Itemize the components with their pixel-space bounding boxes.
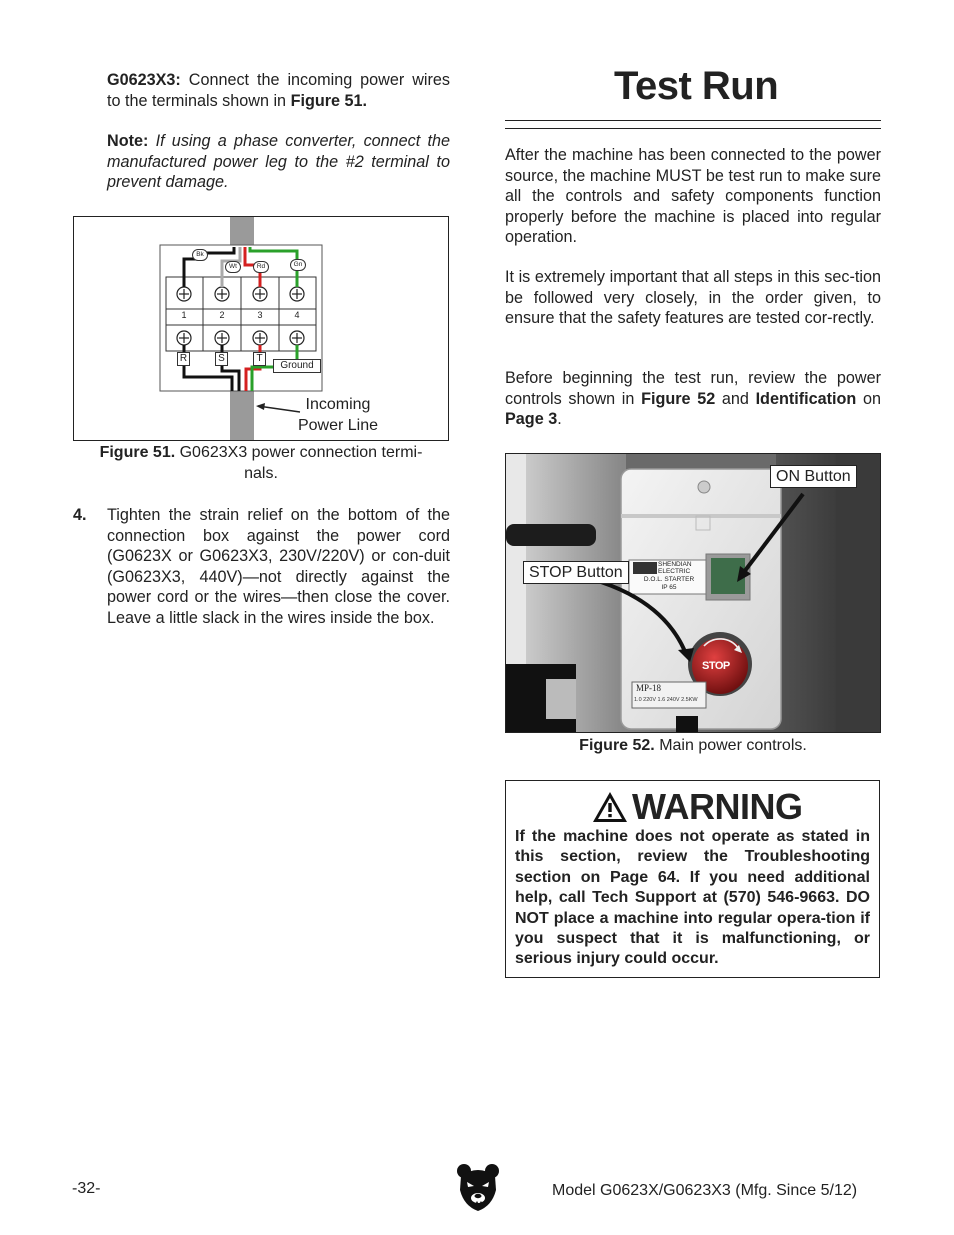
figure-51-caption-text2: nals.	[244, 464, 278, 482]
intro-label: G0623X3:	[107, 71, 181, 89]
note-paragraph	[107, 131, 450, 193]
terminal-number-2: 2	[219, 310, 225, 320]
para3-text-b: and	[715, 389, 756, 408]
title-rule-bottom	[505, 128, 881, 129]
para3-text-c: on	[856, 389, 881, 408]
figure-52-photo	[505, 453, 881, 733]
warning-text: If the machine does not operate as stated in this section, review the Troubleshooting section on Page 64. If you need additional help, call Tech Support at (570) 546-9663. DO NOT place a machine into regular opera-tion if you suspect that it is malfunctioning, or serious injury could occur.	[515, 828, 870, 968]
incoming-label-line1: Incoming	[305, 396, 371, 413]
incoming-label-line2: Power Line	[297, 416, 379, 434]
model-plate-text: MP-18	[636, 683, 662, 693]
warning-header	[592, 787, 803, 827]
intro-paragraph	[107, 70, 450, 111]
starter-text: D.O.L. STARTER	[643, 576, 695, 583]
figure-51-caption-text: G0623X3 power connection termi-	[175, 444, 423, 461]
step-4-number: 4.	[73, 506, 87, 524]
title-rule-top	[505, 120, 881, 121]
phase-label-t: T	[253, 352, 266, 366]
para3-page-ref: Page 3	[505, 410, 558, 428]
figure-52-caption-text: Main power controls.	[654, 737, 807, 754]
terminal-number-3: 3	[257, 310, 263, 320]
test-run-paragraph-1: After the machine has been connected to the power source, the machine MUST be test run to make sure all the controls and safety components function properly before the machine is placed into regular operation.	[505, 146, 881, 246]
stop-cap-text: STOP	[702, 660, 730, 672]
terminal-number-4: 4	[294, 310, 300, 320]
model-footer: Model G0623X/G0623X3 (Mfg. Since 5/12)	[552, 1182, 858, 1199]
stop-button-callout: STOP Button	[523, 561, 629, 584]
figure-51-caption-label: Figure 51.	[99, 444, 176, 461]
main-power-controls-photo	[506, 454, 881, 733]
figure-52-caption-label: Figure 52.	[579, 737, 655, 754]
device-brand-label	[658, 561, 704, 575]
note-text: If using a phase converter, connect the manufactured power leg to the #2 terminal to prevent damage.	[107, 132, 450, 191]
phase-label-s: S	[215, 352, 228, 366]
warning-triangle-icon	[592, 791, 628, 823]
note-label: Note:	[107, 132, 149, 150]
warning-heading: WARNING	[632, 786, 803, 827]
wire-tag-wt: Wt	[225, 261, 241, 273]
brand-line-2: ELECTRIC	[658, 568, 691, 575]
test-run-paragraph-3	[505, 368, 881, 430]
intro-text: Connect the incoming power wires to the terminals shown in	[107, 71, 450, 110]
on-button-callout: ON Button	[770, 465, 857, 488]
wire-tag-gn: Gn	[290, 259, 306, 271]
ip-rating-text: IP 65	[661, 583, 677, 591]
test-run-paragraph-2: It is extremely important that all steps in this sec-tion be followed very closely, in the order given, to ensure that the safety features are tested cor-rectly.	[505, 268, 881, 327]
para3-text-a: Before beginning the test run, review the power controls shown in	[505, 369, 881, 408]
step-4-text: Tighten the strain relief on the bottom of the connection box against the power cord (G0623X or G0623X3, 230V/220V) or con-duit (G0623X3, 440V)—not directly against the power cord or the wires—then close the cover. Leave a little slack in the wires inside the box.	[107, 506, 450, 627]
rating-text: 1.0 220V 1.6 240V 2.5KW	[634, 697, 698, 703]
wire-tag-rd: Rd	[253, 261, 269, 273]
para3-text-d: .	[557, 410, 562, 428]
wire-tag-bk: Bk	[192, 249, 208, 261]
conduit-top	[230, 217, 254, 247]
terminal-number-1: 1	[181, 310, 187, 320]
figure-51-caption	[73, 443, 449, 484]
device-starter-label	[631, 576, 707, 591]
para3-figure-ref: Figure 52	[641, 389, 716, 408]
page-title: Test Run	[614, 64, 779, 108]
incoming-power-line-label	[290, 395, 386, 436]
phase-label-r: R	[177, 352, 190, 366]
page-number: -32-	[72, 1180, 101, 1197]
warning-box	[505, 780, 880, 978]
pointer-arrowhead	[256, 403, 265, 410]
grizzly-bear-logo-icon	[456, 1162, 500, 1212]
intro-figure-ref: Figure 51.	[290, 91, 368, 110]
para3-identification-ref: Identification	[755, 389, 857, 408]
figure-51-wiring-diagram	[73, 216, 449, 441]
figure-52-caption	[505, 736, 881, 757]
conduit-bottom	[230, 389, 254, 441]
brand-line-1: SHENDIAN	[658, 561, 692, 568]
terminal-diagram	[74, 217, 449, 441]
ground-label: Ground	[273, 359, 321, 373]
